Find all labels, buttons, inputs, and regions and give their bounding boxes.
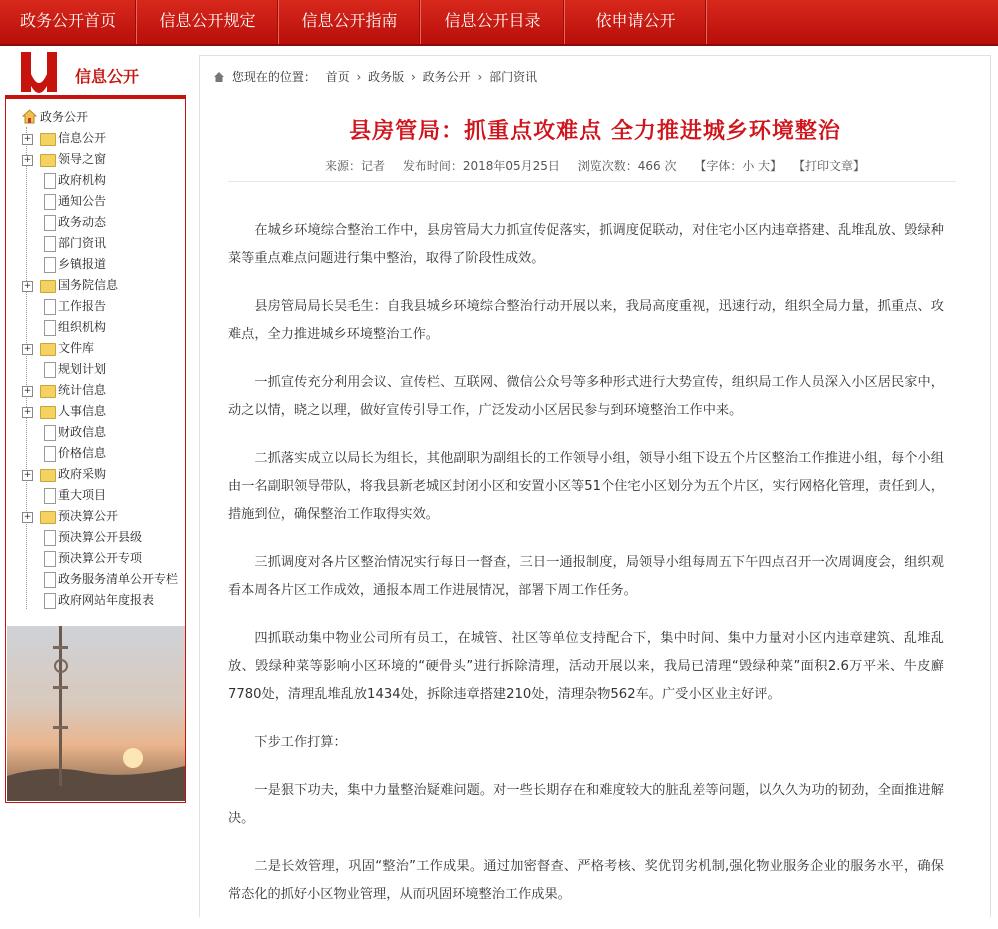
document-icon (44, 551, 56, 567)
tree-root[interactable] (14, 107, 181, 128)
breadcrumb-link-home[interactable]: 首页 (325, 70, 350, 84)
document-icon (44, 320, 56, 336)
expand-plus-icon[interactable]: + (23, 407, 32, 417)
sidebar-tree-item[interactable] (14, 527, 181, 548)
sidebar-tree-item[interactable] (14, 338, 181, 359)
sidebar-tree-item[interactable] (14, 128, 181, 149)
document-icon (44, 446, 56, 462)
nav-item-regulations[interactable]: 信息公开规定 (137, 0, 279, 44)
document-icon (44, 194, 56, 210)
nav-item-catalog[interactable]: 信息公开目录 (421, 0, 565, 44)
article-panel (199, 55, 991, 917)
breadcrumb-link-zhengwuban[interactable]: 政务版 (368, 70, 405, 84)
document-icon (44, 593, 56, 609)
sidebar-tree-item-label: 文件库 (58, 341, 95, 355)
document-icon (44, 488, 56, 504)
sidebar-tree-item[interactable] (14, 485, 181, 506)
sidebar-tree-item-label: 规划计划 (58, 362, 107, 376)
nav-item-guide[interactable]: 信息公开指南 (279, 0, 421, 44)
sidebar-tree-item-label: 预决算公开 (58, 509, 119, 523)
folder-icon (40, 133, 56, 146)
article-paragraph: 一抓宣传充分利用会议、宣传栏、互联网、微信公众号等多种形式进行大势宣传，组织局工作人员深入小区居民家中，动之以情，晓之以理，做好宣传引导工作，广泛发动小区居民参与到环境整治工作中来。 (228, 375, 944, 418)
sidebar-tree-item[interactable] (14, 422, 181, 443)
article-views: 浏览次数：466 次 (577, 159, 677, 173)
sidebar-tree-item-label: 预决算公开县级 (58, 530, 143, 544)
sidebar-tree-panel (5, 98, 186, 803)
nav-item-apply[interactable]: 依申请公开 (565, 0, 707, 44)
document-icon (44, 530, 56, 546)
sidebar-tree-item-label: 财政信息 (58, 425, 107, 439)
article-paragraph: 三抓调度对各片区整治情况实行每日一督查，三日一通报制度，局领导小组每周五下午四点召开一次周调度会，组织观看本周各片区工作成效，通报本周工作进展情况，部署下周工作任务。 (228, 555, 944, 598)
home-icon (22, 109, 37, 124)
sidebar-tree-item[interactable] (14, 443, 181, 464)
expand-plus-icon[interactable]: + (23, 281, 32, 291)
sunset-landscape-image (7, 626, 185, 801)
sidebar-tree-item[interactable] (14, 233, 181, 254)
article-meta (200, 157, 990, 174)
folder-icon (40, 406, 56, 419)
article-paragraph: 一是狠下功夫，集中力量整治疑难问题。对一些长期存在和难度较大的脏乱差等问题，以久久为功的韧劲，全面推进解决。 (228, 783, 944, 826)
sidebar-tree-item[interactable] (14, 380, 181, 401)
sidebar-tree-item[interactable] (14, 464, 181, 485)
sidebar-tree-item[interactable] (14, 212, 181, 233)
print-article-link[interactable]: 【打印文章】 (792, 159, 865, 173)
expand-plus-icon[interactable]: + (23, 134, 32, 144)
folder-icon (40, 511, 56, 524)
expand-plus-icon[interactable]: + (23, 470, 32, 480)
sidebar-tree-item-label: 政府采购 (58, 467, 107, 481)
sidebar-tree-item[interactable] (14, 569, 181, 590)
sidebar-tree-item-label: 政府网站年度报表 (58, 593, 155, 607)
tree-root-label: 政务公开 (40, 110, 89, 124)
sidebar-tree-item-label: 重大项目 (58, 488, 107, 502)
expand-plus-icon[interactable]: + (23, 386, 32, 396)
folder-icon (40, 385, 56, 398)
breadcrumb-link-zhengwugongkai[interactable]: 政务公开 (422, 70, 471, 84)
sidebar-tree-item-label: 通知公告 (58, 194, 107, 208)
sidebar-tree-item-label: 人事信息 (58, 404, 107, 418)
breadcrumb-separator: › (477, 70, 483, 84)
title-divider (228, 181, 956, 182)
document-icon (44, 257, 56, 273)
expand-plus-icon[interactable]: + (23, 344, 32, 354)
expand-plus-icon[interactable]: + (23, 155, 32, 165)
folder-icon (40, 154, 56, 167)
article-paragraph: 四抓联动集中物业公司所有员工，在城管、社区等单位支持配合下，集中时间、集中力量对小区内违章建筑、乱堆乱放、毁绿种菜等影响小区环境的“硬骨头”进行拆除清理，活动开展以来，我局已清理“毁绿种菜”面积2.6万平米、牛皮廯7780处，清理乱堆乱放1434处，拆除违章搭建210处，清理杂物562车。广受小区业主好评。 (228, 631, 944, 702)
nav-filler (707, 0, 998, 44)
document-icon (44, 236, 56, 252)
sidebar-tree-item-label: 预决算公开专项 (58, 551, 143, 565)
sunset-landscape-drawing (7, 626, 185, 801)
sidebar (5, 52, 186, 803)
top-navigation (0, 0, 998, 46)
sidebar-tree-item[interactable] (14, 359, 181, 380)
sidebar-tree-item[interactable] (14, 170, 181, 191)
sidebar-tree-item-label: 价格信息 (58, 446, 107, 460)
ribbon-logo-icon (17, 52, 69, 98)
sidebar-tree-item[interactable] (14, 317, 181, 338)
nav-item-home[interactable]: 政务公开首页 (0, 0, 137, 44)
sidebar-tree-item[interactable] (14, 590, 181, 611)
article-paragraph: 二抓落实成立以局长为组长，其他副职为副组长的工作领导小组，领导小组下设五个片区整治工作推进小组，每个小组由一名副职领导带队，将我县新老城区封闭小区和安置小区等51个住宅小区划分为五个片区，实行网格化管理，责任到人，措施到位，确保整治工作取得实效。 (228, 451, 944, 522)
sidebar-tree-item-label: 政务服务清单公开专栏 (58, 572, 179, 586)
breadcrumb-link-bumenzixun[interactable]: 部门资讯 (489, 70, 538, 84)
article-paragraph: 下步工作打算： (254, 735, 347, 750)
sidebar-tree-item-label: 政府机构 (58, 173, 107, 187)
sidebar-tree-item[interactable] (14, 548, 181, 569)
breadcrumb-separator: › (411, 70, 416, 84)
document-icon (44, 173, 56, 189)
sidebar-tree-item[interactable] (14, 191, 181, 212)
folder-icon (40, 469, 56, 482)
document-icon (44, 572, 56, 588)
sidebar-tree-item-label: 乡镇报道 (58, 257, 107, 271)
sidebar-tree-item[interactable] (14, 149, 181, 170)
article-paragraph: 二是长效管理，巩固“整治”工作成果。通过加密督查、严格考核、奖优罚劣机制,强化物业服务企业的服务水平，确保常态化的抓好小区物业管理，从而巩固环境整治工作成果。 (228, 859, 944, 902)
document-icon (44, 299, 56, 315)
sidebar-tree-item[interactable] (14, 506, 181, 527)
folder-icon (40, 343, 56, 356)
sidebar-tree-item[interactable] (14, 254, 181, 275)
sidebar-tree-item[interactable] (14, 401, 181, 422)
sidebar-tree-item[interactable] (14, 275, 181, 296)
sidebar-tree-item-label: 政务动态 (58, 215, 107, 229)
category-tree (14, 107, 181, 611)
sidebar-tree-item-label: 部门资讯 (58, 236, 107, 250)
sidebar-tree-item[interactable] (14, 296, 181, 317)
location-home-icon (214, 72, 224, 82)
font-size-control[interactable]: 【字体：小 大】 (694, 159, 783, 173)
sidebar-tree-item-label: 统计信息 (58, 383, 107, 397)
sidebar-tree-item-label: 信息公开 (58, 131, 107, 145)
breadcrumb-prefix: 您现在的位置： (231, 70, 316, 84)
article-source: 来源：记者 (325, 159, 386, 173)
breadcrumb-separator: › (356, 70, 362, 84)
article-date: 发布时间：2018年05月25日 (402, 159, 560, 173)
article-body (228, 217, 944, 929)
article-title: 县房管局：抓重点攻难点 全力推进城乡环境整治 (349, 118, 841, 144)
article-paragraph: 县房管局局长吴毛生：自我县城乡环境综合整治行动开展以来，我局高度重视，迅速行动，组织全局力量，抓重点、攻难点，全力推进城乡环境整治工作。 (228, 299, 944, 342)
sidebar-tree-item-label: 工作报告 (58, 299, 107, 313)
article-paragraph: 在城乡环境综合整治工作中，县房管局大力抓宣传促落实，抓调度促联动，对住宅小区内违章搭建、乱堆乱放、毁绿种菜等重点难点问题进行集中整治，取得了阶段性成效。 (228, 223, 944, 266)
breadcrumb (214, 68, 537, 85)
expand-plus-icon[interactable]: + (23, 512, 32, 522)
folder-icon (40, 280, 56, 293)
sidebar-header (5, 52, 186, 98)
document-icon (44, 425, 56, 441)
sidebar-title: 信息公开 (75, 67, 140, 86)
document-icon (44, 362, 56, 378)
document-icon (44, 215, 56, 231)
sidebar-tree-item-label: 领导之窗 (58, 152, 107, 166)
sidebar-tree-item-label: 国务院信息 (58, 278, 119, 292)
sidebar-tree-item-label: 组织机构 (58, 320, 107, 334)
